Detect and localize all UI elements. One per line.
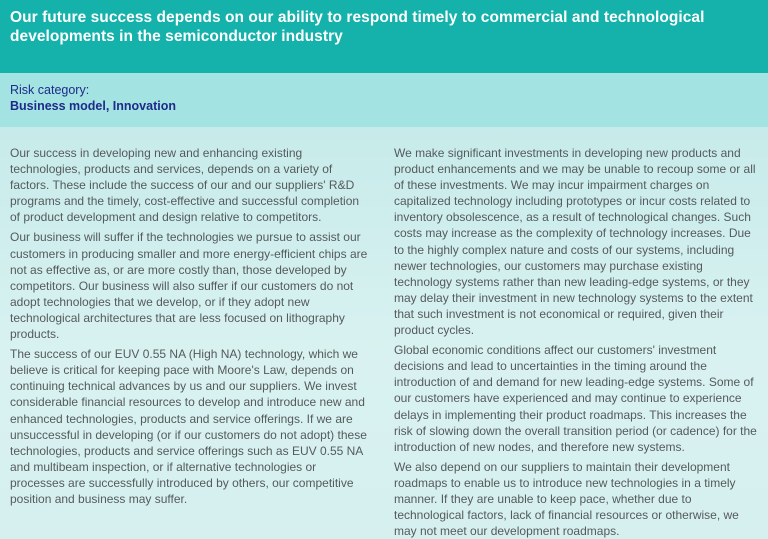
left-paragraph-2: Our business will suffer if the technologies we pursue to assist our customers in producing smaller and more energy-efficient chips are not as effective as, or are more costly than, those developed by competitors. Our business will also suffer if our customers do not adopt technologies that we develop, or if they adopt new technological architectures that are less focused on lithography products. [10,230,368,342]
risk-title: Our future success depends on our ability to respond timely to commercial and technological developments in the semiconductor industry [10,9,705,45]
right-paragraph-3: We also depend on our suppliers to maintain their development roadmaps to enable us to introduce new technologies in a timely manner. If they are unable to keep pace, whether due to technological factors, lack of financial resources or otherwise, we may not meet our development roadmaps. [394,459,739,539]
right-paragraph-1: We make significant investments in developing new products and product enhancements and we may be unable to recoup some or all of these investments. We may incur impairment charges on capitalized technology including prototypes or incur costs related to inventory obsolescence, as a result of technological changes. Such costs may increase as the complexity of technology increases. Due to the highly complex nature and costs of our systems, including newer technologies, our customers may purchase existing technology systems rather than new leading-edge systems, or they may delay their investment in new technology systems to the extent that such investment is not economical or required, given their product cycles. [394,146,756,338]
risk-category-label: Risk category: [10,83,90,97]
risk-description [0,127,768,539]
risk-category-band [0,73,768,127]
risk-header [0,0,768,73]
left-column [0,145,384,520]
right-paragraph-2: Global economic conditions affect our customers' investment decisions and lead to uncertainties in the timing around the introduction of and demand for new leading-edge systems. Some of our customers have experienced and may continue to experience delays in implementing their product roadmaps. This increases the risk of slowing down the overall transition period (or cadence) for the introduction of new nodes, and therefore new systems. [394,343,757,454]
right-column [384,145,768,539]
left-paragraph-3: The success of our EUV 0.55 NA (High NA) technology, which we believe is critical for keeping pace with Moore's Law, depends on continuing technical advances by us and our suppliers. We invest considerable financial resources to develop and introduce new and enhanced technologies, products and service offerings. If we are unsuccessful in developing (or if our customers do not adopt) these technologies, products and service offerings such as EUV 0.55 NA and multibeam inspection, or if alternative technologies or processes are successfully introduced by others, our competitive position and business may suffer. [10,347,367,506]
left-paragraph-1: Our success in developing new and enhancing existing technologies, products and services, depends on a variety of factors. These include the success of our and our suppliers' R&D programs and the timely, cost-effective and successful completion of product development and design relative to competitors. [10,146,360,225]
risk-category-value: Business model, Innovation [10,99,176,113]
